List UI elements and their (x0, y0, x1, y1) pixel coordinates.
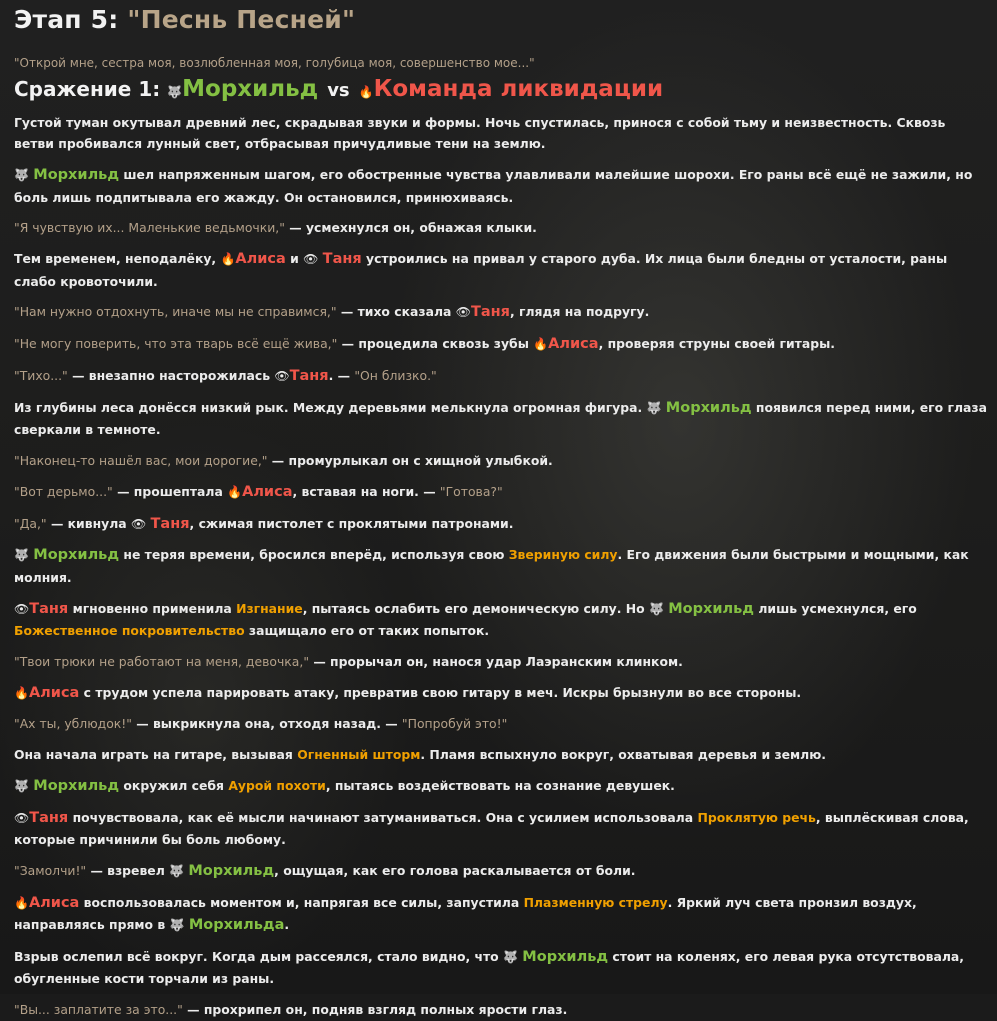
skill-name: Огненный шторм (297, 747, 421, 763)
text: . (284, 917, 290, 933)
quote: "Он близко." (354, 368, 437, 383)
paragraph (14, 397, 987, 441)
paragraph (14, 775, 987, 797)
character-name: Морхильд (665, 399, 752, 416)
text: , проверяя струны своей гитары. (598, 336, 835, 352)
character-name: Морхильд (33, 777, 120, 794)
character-name: Таня (322, 251, 362, 268)
character-name: Алиса (28, 894, 80, 911)
battle-label: Сражение 1: (14, 77, 161, 101)
battle-side-1: Морхильд (182, 76, 319, 102)
story-body (14, 112, 987, 1021)
text: — процедила сквозь зубы (337, 336, 534, 352)
skill-name: Божественное покровительство (14, 623, 245, 638)
text: Она начала играть на гитаре, вызывая (14, 747, 298, 763)
wolf-icon: 🐺 (14, 778, 29, 793)
wolf-icon: 🐺 (169, 918, 185, 933)
paragraph (14, 682, 987, 704)
text: — прошептала (112, 483, 228, 499)
paragraph (14, 999, 987, 1020)
text: . Его движения были быстрыми и мощными, как молния. (14, 547, 969, 585)
eye-icon: 👁 (274, 369, 290, 383)
text: Густой туман окутывал древний лес, скрадывая звуки и формы. Ночь спустилась, принося с собой тьму и неизвестность. Сквозь ветви пробивался лунный свет, отбрасывая причудливые тени на землю. (14, 115, 946, 152)
quote: "Вы... заплатите за это..." (14, 1002, 183, 1018)
quote: "Тихо..." (14, 368, 68, 383)
paragraph (14, 713, 987, 734)
text: появился перед ними, его глаза сверкали в темноте. (14, 399, 987, 438)
wolf-icon: 🐺 (14, 168, 29, 183)
character-name: Морхильд (33, 167, 120, 184)
character-name: Морхильда (188, 917, 285, 934)
text: Из глубины леса донёсся низкий рык. Между деревьями мелькнула огромная фигура. (14, 399, 647, 415)
text: защищало его от таких попыток. (244, 623, 490, 638)
character-name: Таня (29, 809, 69, 826)
character-name: Таня (289, 368, 329, 384)
skill-name: Проклятую речь (697, 809, 816, 825)
fire-icon: 🔥 (533, 337, 549, 352)
text: , пытаясь воздействовать на сознание девушек. (325, 777, 675, 793)
paragraph (14, 860, 987, 882)
quote: "Готова?" (439, 483, 503, 499)
character-name: Морхильд (188, 862, 275, 879)
text: . Яркий луч света пронзил воздух, направляясь прямо в (14, 894, 917, 933)
character-name: Алиса (242, 483, 293, 500)
character-name: Таня (470, 304, 510, 321)
eye-icon: 👁 (130, 516, 147, 531)
paragraph (14, 946, 987, 990)
text: с трудом успела парировать атаку, превратив свою гитару в меч. Искры брызнули во все стороны. (79, 684, 802, 700)
text: и (285, 251, 304, 267)
skill-name: Изгнание (236, 600, 303, 616)
paragraph (14, 248, 987, 292)
text: , выплёскивая слова, которые причинили бы боль любому. (14, 809, 969, 848)
text: воспользовалась моментом и, напрягая все силы, запустила (79, 894, 524, 910)
battle-side-2: Команда ликвидации (373, 76, 664, 102)
quote: "Не могу поверить, что эта тварь всё ещё жива," (14, 336, 338, 352)
text: — тихо сказала (336, 304, 456, 320)
paragraph (14, 450, 987, 471)
wolf-icon: 🐺 (169, 863, 185, 878)
text: окружил себя (119, 777, 229, 793)
wolf-icon: 🐺 (646, 400, 662, 415)
paragraph (14, 744, 987, 765)
text: — прохрипел он, подняв взгляд полных ярости глаз. (182, 1002, 568, 1018)
character-name: Морхильд (668, 600, 755, 617)
quote: "Вот дерьмо..." (14, 483, 113, 499)
quote: "Нам нужно отдохнуть, иначе мы не справимся," (14, 304, 337, 320)
character-name: Морхильд (33, 547, 120, 564)
paragraph (14, 217, 987, 238)
text: мгновенно применила (68, 600, 237, 616)
paragraph (14, 598, 987, 642)
fire-icon: 🔥 (227, 484, 243, 499)
character-name: Таня (150, 515, 190, 532)
battle-vs: vs (327, 80, 350, 101)
paragraph (14, 164, 987, 208)
fire-icon: 🔥 (14, 685, 29, 700)
text: почувствовала, как её мысли начинают затуманиваться. Она с усилием использовала (68, 809, 698, 825)
quote: "Ах ты, ублюдок!" (14, 716, 132, 732)
text: — прорычал он, нанося удар Лаэранским клинком. (309, 653, 683, 669)
text: , сжимая пистолет с проклятыми патронами. (189, 515, 514, 531)
paragraph (14, 807, 987, 851)
text: , ощущая, как его голова раскалывается от боли. (274, 862, 636, 878)
wolf-icon: 🐺 (503, 949, 518, 964)
skill-name: Звериную силу (508, 547, 618, 563)
text: — усмехнулся он, обнажая клыки. (284, 220, 537, 236)
text: устроились на привал у старого дуба. Их лица были бледны от усталости, раны слабо кровоточили. (14, 251, 948, 289)
skill-name: Плазменную стрелу (523, 894, 668, 910)
text: , вставая на ноги. — (292, 483, 440, 499)
paragraph (14, 112, 987, 155)
fire-icon: 🔥 (358, 85, 374, 99)
text: — внезапно насторожилась (67, 368, 275, 383)
eye-icon: 👁 (303, 252, 319, 267)
text: — кивнула (46, 515, 131, 531)
text: Взрыв ослепил всё вокруг. Когда дым рассеялся, стало видно, что (14, 948, 504, 964)
quote: "Замолчи!" (14, 862, 87, 878)
paragraph (14, 481, 987, 503)
epigraph: "Открой мне, сестра моя, возлюбленная моя, голубица моя, совершенство мое..." (14, 56, 535, 70)
text: . — (328, 368, 355, 383)
character-name: Алиса (235, 251, 286, 268)
text: шел напряженным шагом, его обостренные чувства улавливали малейшие шорохи. Его раны всё ещё не зажили, но боль лишь подпитывала его жажду. Он остановился, принюхиваясь. (14, 167, 973, 205)
text: . Пламя вспыхнуло вокруг, охватывая деревья и землю. (420, 747, 827, 763)
stage-name: "Песнь Песней" (127, 5, 356, 34)
wolf-icon: 🐺 (648, 601, 664, 616)
paragraph (14, 651, 987, 672)
stage-title (14, 4, 987, 36)
paragraph (14, 892, 987, 937)
text: — промурлыкал он с хищной улыбкой. (267, 453, 553, 468)
quote: "Попробуй это!" (401, 716, 508, 732)
paragraph (14, 513, 987, 535)
text: , пытаясь ослабить его демоническую силу. Но (302, 600, 649, 616)
paragraph (14, 544, 987, 588)
character-name: Алиса (28, 684, 80, 701)
text: , глядя на подругу. (509, 304, 650, 320)
wolf-icon: 🐺 (167, 85, 183, 99)
paragraph (14, 365, 987, 387)
text: не теряя времени, бросился вперёд, используя свою (119, 547, 509, 563)
text: лишь усмехнулся, его (754, 600, 917, 616)
text: — выкрикнула она, отходя назад. — (131, 716, 402, 732)
eye-icon: 👁 (455, 305, 471, 320)
quote: "Да," (14, 515, 47, 531)
eye-icon: 👁 (14, 810, 30, 825)
wolf-icon: 🐺 (14, 548, 29, 563)
paragraph (14, 333, 987, 355)
fire-icon: 🔥 (220, 252, 236, 267)
paragraph (14, 301, 987, 323)
skill-name: Аурой похоти (228, 777, 326, 793)
text: Тем временем, неподалёку, (14, 251, 221, 267)
stage-prefix: Этап 5: (14, 5, 119, 34)
quote: "Я чувствую их... Маленькие ведьмочки," (14, 220, 285, 236)
fire-icon: 🔥 (14, 895, 29, 910)
character-name: Алиса (548, 336, 599, 353)
quote: "Наконец-то нашёл вас, мои дорогие," (14, 453, 268, 468)
text: — взревел (86, 862, 170, 878)
character-name: Таня (29, 600, 69, 617)
character-name: Морхильд (522, 948, 609, 965)
quote: "Твои трюки не работают на меня, девочка," (14, 653, 310, 669)
eye-icon: 👁 (14, 601, 30, 616)
battle-heading (14, 74, 987, 108)
text: стоит на коленях, его левая рука отсутствовала, обугленные кости торчали из раны. (14, 948, 964, 987)
